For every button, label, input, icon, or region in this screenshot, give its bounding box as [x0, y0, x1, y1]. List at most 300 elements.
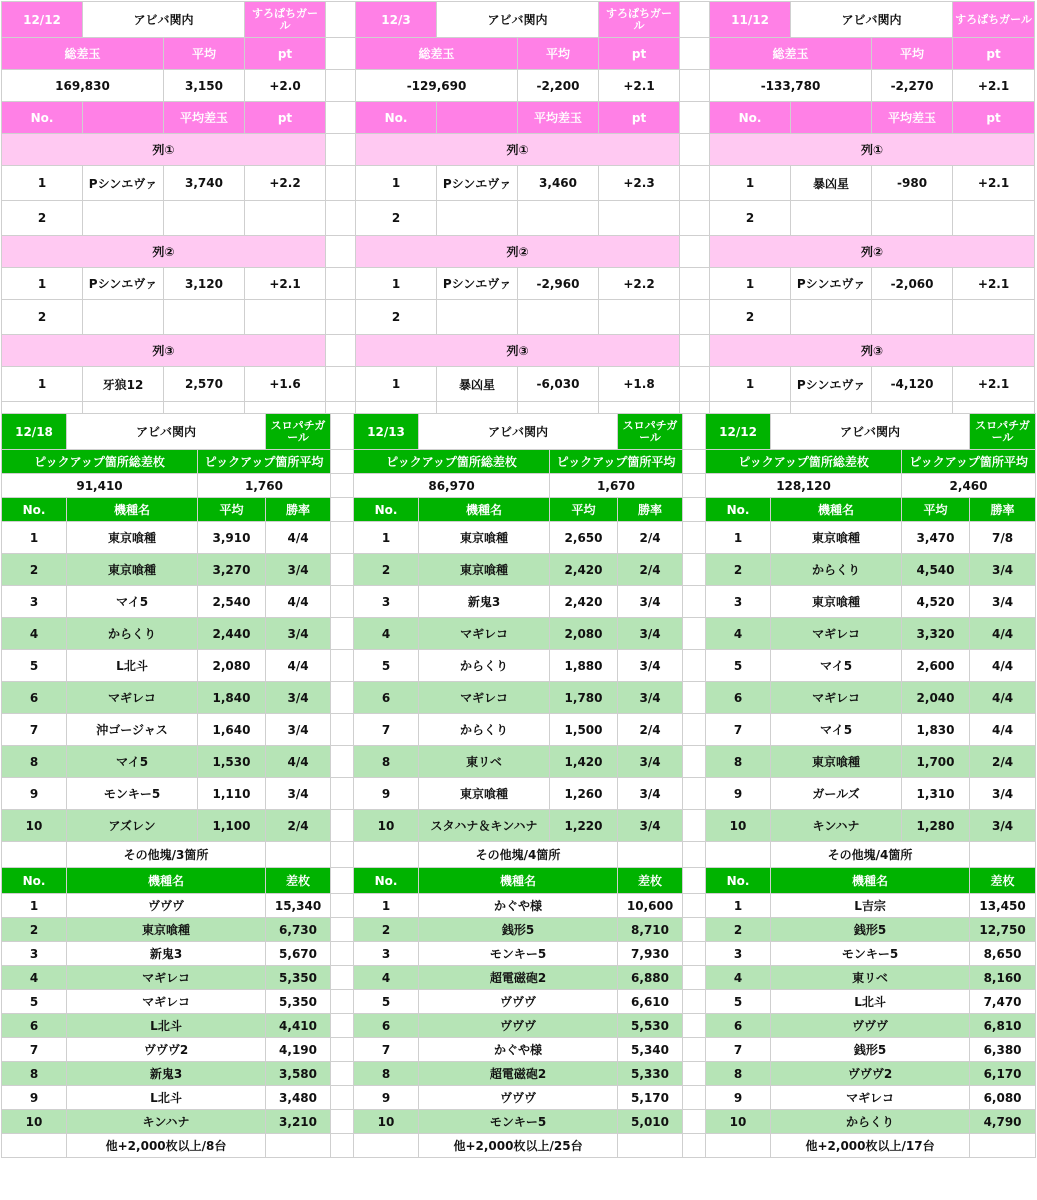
gap	[331, 868, 354, 894]
machine-name: マギレコ	[771, 1086, 970, 1110]
store-name: アビバ関内	[437, 2, 599, 38]
item-avg	[518, 201, 599, 236]
other-blocks: その他塊/3箇所	[67, 842, 266, 868]
rank-no: 8	[706, 746, 771, 778]
rank-no: 1	[2, 522, 67, 554]
gap	[331, 586, 354, 618]
machine-name: L北斗	[67, 650, 198, 682]
item-no: 2	[2, 201, 83, 236]
footer-note: 他+2,000枚以上/25台	[419, 1134, 618, 1158]
pickup-total-value: 128,120	[706, 474, 902, 498]
table-row	[2, 367, 1035, 402]
gap	[680, 102, 710, 134]
item-no: 1	[2, 367, 83, 402]
col-diff: 差枚	[618, 868, 683, 894]
avg-value: 4,520	[902, 586, 970, 618]
gap	[683, 966, 706, 990]
diff-value: 15,340	[266, 894, 331, 918]
gap	[326, 300, 356, 335]
summary-values-row	[2, 70, 1035, 102]
gap	[331, 894, 354, 918]
item-avg	[872, 300, 953, 335]
rank-no: 5	[706, 650, 771, 682]
avg-value: 3,470	[902, 522, 970, 554]
top-title-row	[2, 2, 1035, 38]
machine-name: マギレコ	[419, 618, 550, 650]
ranking-row	[2, 714, 1036, 746]
item-name	[791, 300, 872, 335]
col-machine-name: 機種名	[67, 868, 266, 894]
win-rate: 4/4	[266, 522, 331, 554]
machine-name: マギレコ	[419, 682, 550, 714]
item-name: Pシンエヴァ	[437, 268, 518, 300]
empty-cell	[970, 842, 1036, 868]
item-no: 2	[356, 201, 437, 236]
win-rate: 4/4	[266, 746, 331, 778]
col-machine-name: 機種名	[419, 868, 618, 894]
diff-value: 5,530	[618, 1014, 683, 1038]
gap	[683, 450, 706, 474]
rank-no: 10	[2, 810, 67, 842]
gap	[331, 966, 354, 990]
avg-value: 2,600	[902, 650, 970, 682]
column-header-row	[2, 102, 1035, 134]
machine-name: 東リベ	[419, 746, 550, 778]
empty-cell	[2, 842, 67, 868]
empty-cell	[706, 1134, 771, 1158]
gap	[331, 650, 354, 682]
machine-no: 5	[354, 990, 419, 1014]
gap	[683, 586, 706, 618]
rank-no: 8	[2, 746, 67, 778]
row-group-label: 列①	[2, 134, 326, 166]
machine-name: 東京喰種	[67, 918, 266, 942]
col-avg: 平均	[902, 498, 970, 522]
row-group-label: 列②	[356, 236, 680, 268]
item-pt: +2.1	[953, 268, 1035, 300]
machine-name: 東京喰種	[67, 554, 198, 586]
gap	[683, 554, 706, 586]
report-date: 12/18	[2, 414, 67, 450]
report-date: 12/13	[354, 414, 419, 450]
gap	[683, 842, 706, 868]
rank-no: 2	[706, 554, 771, 586]
machine-name: ヴヴヴ	[771, 1014, 970, 1038]
avg-value: 3,150	[164, 70, 245, 102]
machine-name: 東京喰種	[67, 522, 198, 554]
machine-header-row	[2, 868, 1036, 894]
machine-name: 沖ゴージャス	[67, 714, 198, 746]
gap	[680, 2, 710, 38]
avg-value: 1,700	[902, 746, 970, 778]
report-date: 12/12	[706, 414, 771, 450]
machine-name: モンキー5	[771, 942, 970, 966]
ranking-row	[2, 746, 1036, 778]
pickup-avg-label: ピックアップ箇所平均	[550, 450, 683, 474]
machine-no: 2	[706, 918, 771, 942]
col-win-rate: 勝率	[266, 498, 331, 522]
win-rate: 4/4	[970, 682, 1036, 714]
avg-value: 1,220	[550, 810, 618, 842]
diff-value: 6,730	[266, 918, 331, 942]
item-name: Pシンエヴァ	[791, 268, 872, 300]
machine-no: 10	[2, 1110, 67, 1134]
machine-name: ヴヴヴ	[67, 894, 266, 918]
rank-no: 9	[706, 778, 771, 810]
gap	[326, 70, 356, 102]
col-avg-diff: 平均差玉	[164, 102, 245, 134]
rank-no: 3	[354, 586, 419, 618]
avg-value: 1,880	[550, 650, 618, 682]
gap	[683, 918, 706, 942]
bottom-title-row	[2, 414, 1036, 450]
avg-value: 2,420	[550, 586, 618, 618]
empty-cell	[266, 1134, 331, 1158]
machine-name: L北斗	[67, 1014, 266, 1038]
avg-value: 1,780	[550, 682, 618, 714]
pickup-avg-value: 1,670	[550, 474, 683, 498]
gap	[680, 335, 710, 367]
rank-no: 4	[706, 618, 771, 650]
item-name: 牙狼12	[83, 367, 164, 402]
item-pt: +1.6	[245, 367, 326, 402]
item-pt	[599, 201, 680, 236]
col-no: No.	[354, 868, 419, 894]
machine-no: 6	[354, 1014, 419, 1038]
col-pt: pt	[953, 102, 1035, 134]
avg-value: 1,310	[902, 778, 970, 810]
top-report-table	[1, 1, 1035, 437]
avg-value: 2,420	[550, 554, 618, 586]
empty-cell	[266, 842, 331, 868]
machine-row	[2, 918, 1036, 942]
machine-name: マイ5	[67, 746, 198, 778]
gap	[683, 1014, 706, 1038]
item-avg: -4,120	[872, 367, 953, 402]
rank-no: 8	[354, 746, 419, 778]
pickup-total-value: 86,970	[354, 474, 550, 498]
store-name: アビバ関内	[67, 414, 266, 450]
gap	[326, 102, 356, 134]
total-header: 総差玉	[2, 38, 164, 70]
store-name: アビバ関内	[771, 414, 970, 450]
avg-value: 1,530	[198, 746, 266, 778]
rank-no: 2	[2, 554, 67, 586]
machine-name: 東京喰種	[419, 522, 550, 554]
brand-label: すろぱちガール	[245, 2, 326, 38]
row-group-label: 列②	[2, 236, 326, 268]
machine-no: 1	[2, 894, 67, 918]
item-no: 1	[710, 166, 791, 201]
col-win-rate: 勝率	[618, 498, 683, 522]
gap	[680, 268, 710, 300]
empty-cell	[618, 842, 683, 868]
gap	[683, 474, 706, 498]
win-rate: 3/4	[970, 586, 1036, 618]
rank-no: 6	[354, 682, 419, 714]
diff-value: 3,210	[266, 1110, 331, 1134]
row-group-label: 列①	[710, 134, 1035, 166]
machine-name: 超電磁砲2	[419, 966, 618, 990]
pickup-avg-label: ピックアップ箇所平均	[902, 450, 1036, 474]
item-avg	[164, 300, 245, 335]
gap	[680, 70, 710, 102]
pickup-header-row	[2, 450, 1036, 474]
item-name	[791, 201, 872, 236]
item-no: 1	[356, 166, 437, 201]
item-pt: +2.1	[953, 166, 1035, 201]
gap	[680, 236, 710, 268]
brand-label: スロパチガール	[266, 414, 331, 450]
machine-no: 7	[2, 1038, 67, 1062]
col-name	[83, 102, 164, 134]
avg-value: 2,440	[198, 618, 266, 650]
item-pt: +2.2	[245, 166, 326, 201]
other-blocks: その他塊/4箇所	[771, 842, 970, 868]
diff-value: 5,670	[266, 942, 331, 966]
gap	[326, 367, 356, 402]
machine-name: ヴヴヴ	[419, 990, 618, 1014]
machine-name: かぐや様	[419, 894, 618, 918]
ranking-row	[2, 810, 1036, 842]
ranking-row	[2, 522, 1036, 554]
gap	[331, 682, 354, 714]
pt-header: pt	[599, 38, 680, 70]
rank-no: 3	[2, 586, 67, 618]
gap	[331, 554, 354, 586]
col-avg: 平均	[550, 498, 618, 522]
footer-row	[2, 1134, 1036, 1158]
row-group-label: 列①	[356, 134, 680, 166]
machine-row	[2, 942, 1036, 966]
machine-name: マギレコ	[771, 682, 902, 714]
diff-value: 4,410	[266, 1014, 331, 1038]
machine-name: からくり	[771, 554, 902, 586]
machine-name: 銭形5	[419, 918, 618, 942]
item-no: 2	[710, 201, 791, 236]
rank-no: 9	[354, 778, 419, 810]
win-rate: 3/4	[618, 778, 683, 810]
avg-value: 3,320	[902, 618, 970, 650]
diff-value: 6,380	[970, 1038, 1036, 1062]
win-rate: 2/4	[618, 714, 683, 746]
col-no: No.	[356, 102, 437, 134]
avg-value: 2,650	[550, 522, 618, 554]
avg-value: 1,500	[550, 714, 618, 746]
ranking-row	[2, 682, 1036, 714]
pickup-avg-label: ピックアップ箇所平均	[198, 450, 331, 474]
diff-value: 6,170	[970, 1062, 1036, 1086]
item-name	[437, 201, 518, 236]
machine-row	[2, 1110, 1036, 1134]
item-avg: 2,570	[164, 367, 245, 402]
item-avg	[164, 201, 245, 236]
rank-no: 4	[2, 618, 67, 650]
other-blocks-row	[2, 842, 1036, 868]
row-label-row	[2, 134, 1035, 166]
machine-name: 東京喰種	[419, 554, 550, 586]
machine-name: モンキー5	[419, 1110, 618, 1134]
total-value: -129,690	[356, 70, 518, 102]
gap	[331, 474, 354, 498]
item-avg: -6,030	[518, 367, 599, 402]
col-no: No.	[710, 102, 791, 134]
machine-name: キンハナ	[67, 1110, 266, 1134]
avg-value: 1,100	[198, 810, 266, 842]
win-rate: 7/8	[970, 522, 1036, 554]
machine-no: 1	[354, 894, 419, 918]
gap	[680, 201, 710, 236]
rank-no: 6	[706, 682, 771, 714]
machine-name: 東京喰種	[771, 522, 902, 554]
machine-no: 3	[354, 942, 419, 966]
pt-header: pt	[245, 38, 326, 70]
table-row	[2, 201, 1035, 236]
machine-name: からくり	[419, 714, 550, 746]
rank-no: 4	[354, 618, 419, 650]
col-diff: 差枚	[970, 868, 1036, 894]
diff-value: 13,450	[970, 894, 1036, 918]
machine-row	[2, 1014, 1036, 1038]
machine-no: 10	[706, 1110, 771, 1134]
col-pt: pt	[245, 102, 326, 134]
item-pt: +2.3	[599, 166, 680, 201]
machine-name: ヴヴヴ2	[67, 1038, 266, 1062]
machine-name: マギレコ	[771, 618, 902, 650]
machine-name: アズレン	[67, 810, 198, 842]
gap	[326, 166, 356, 201]
col-avg: 平均	[198, 498, 266, 522]
col-no: No.	[2, 102, 83, 134]
col-machine-name: 機種名	[771, 868, 970, 894]
item-no: 1	[710, 367, 791, 402]
pickup-avg-value: 2,460	[902, 474, 1036, 498]
report-date: 11/12	[710, 2, 791, 38]
gap	[326, 201, 356, 236]
diff-value: 3,480	[266, 1086, 331, 1110]
win-rate: 4/4	[266, 586, 331, 618]
col-no: No.	[706, 868, 771, 894]
item-pt	[953, 201, 1035, 236]
rank-no: 7	[706, 714, 771, 746]
avg-value: 3,270	[198, 554, 266, 586]
gap	[331, 746, 354, 778]
gap	[683, 1110, 706, 1134]
machine-name: L北斗	[771, 990, 970, 1014]
col-machine-name: 機種名	[771, 498, 902, 522]
item-name: Pシンエヴァ	[83, 166, 164, 201]
machine-name: L北斗	[67, 1086, 266, 1110]
avg-value: 1,260	[550, 778, 618, 810]
machine-name: マギレコ	[67, 990, 266, 1014]
row-label-row	[2, 335, 1035, 367]
rank-no: 10	[354, 810, 419, 842]
machine-row	[2, 894, 1036, 918]
gap	[331, 1086, 354, 1110]
gap	[326, 2, 356, 38]
brand-label: すろぱちガール	[599, 2, 680, 38]
rank-no: 3	[706, 586, 771, 618]
empty-cell	[706, 842, 771, 868]
avg-value: 3,910	[198, 522, 266, 554]
row-group-label: 列②	[710, 236, 1035, 268]
machine-no: 9	[706, 1086, 771, 1110]
col-no: No.	[354, 498, 419, 522]
machine-no: 5	[2, 990, 67, 1014]
col-avg-diff: 平均差玉	[872, 102, 953, 134]
item-no: 2	[356, 300, 437, 335]
win-rate: 3/4	[970, 810, 1036, 842]
gap	[683, 522, 706, 554]
win-rate: 3/4	[618, 586, 683, 618]
machine-name: L吉宗	[771, 894, 970, 918]
avg-value: 1,640	[198, 714, 266, 746]
item-avg: -2,960	[518, 268, 599, 300]
pickup-total-value: 91,410	[2, 474, 198, 498]
gap	[331, 498, 354, 522]
gap	[331, 450, 354, 474]
gap	[326, 335, 356, 367]
diff-value: 6,880	[618, 966, 683, 990]
avg-value: 1,840	[198, 682, 266, 714]
avg-value: -2,270	[872, 70, 953, 102]
machine-row	[2, 990, 1036, 1014]
item-avg: 3,120	[164, 268, 245, 300]
gap	[331, 842, 354, 868]
win-rate: 3/4	[266, 618, 331, 650]
col-no: No.	[2, 868, 67, 894]
pt-value: +2.0	[245, 70, 326, 102]
machine-no: 7	[706, 1038, 771, 1062]
machine-no: 9	[354, 1086, 419, 1110]
diff-value: 7,930	[618, 942, 683, 966]
diff-value: 8,160	[970, 966, 1036, 990]
report-date: 12/3	[356, 2, 437, 38]
machine-name: からくり	[419, 650, 550, 682]
footer-note: 他+2,000枚以上/8台	[67, 1134, 266, 1158]
gap	[680, 166, 710, 201]
item-pt: +2.1	[953, 367, 1035, 402]
ranking-row	[2, 778, 1036, 810]
item-pt	[953, 300, 1035, 335]
rank-no: 1	[706, 522, 771, 554]
machine-name: マイ5	[771, 714, 902, 746]
gap	[331, 942, 354, 966]
machine-name: 超電磁砲2	[419, 1062, 618, 1086]
pt-header: pt	[953, 38, 1035, 70]
machine-name: からくり	[67, 618, 198, 650]
gap	[331, 714, 354, 746]
gap	[683, 618, 706, 650]
diff-value: 5,330	[618, 1062, 683, 1086]
gap	[683, 778, 706, 810]
diff-value: 5,350	[266, 966, 331, 990]
machine-name: かぐや様	[419, 1038, 618, 1062]
gap	[331, 1014, 354, 1038]
machine-row	[2, 1062, 1036, 1086]
col-pt: pt	[599, 102, 680, 134]
gap	[683, 414, 706, 450]
win-rate: 4/4	[970, 650, 1036, 682]
avg-value: 2,080	[550, 618, 618, 650]
gap	[683, 498, 706, 522]
avg-value: 1,110	[198, 778, 266, 810]
gap	[683, 1086, 706, 1110]
gap	[683, 1134, 706, 1158]
item-no: 1	[356, 367, 437, 402]
item-avg	[872, 201, 953, 236]
rank-no: 7	[354, 714, 419, 746]
